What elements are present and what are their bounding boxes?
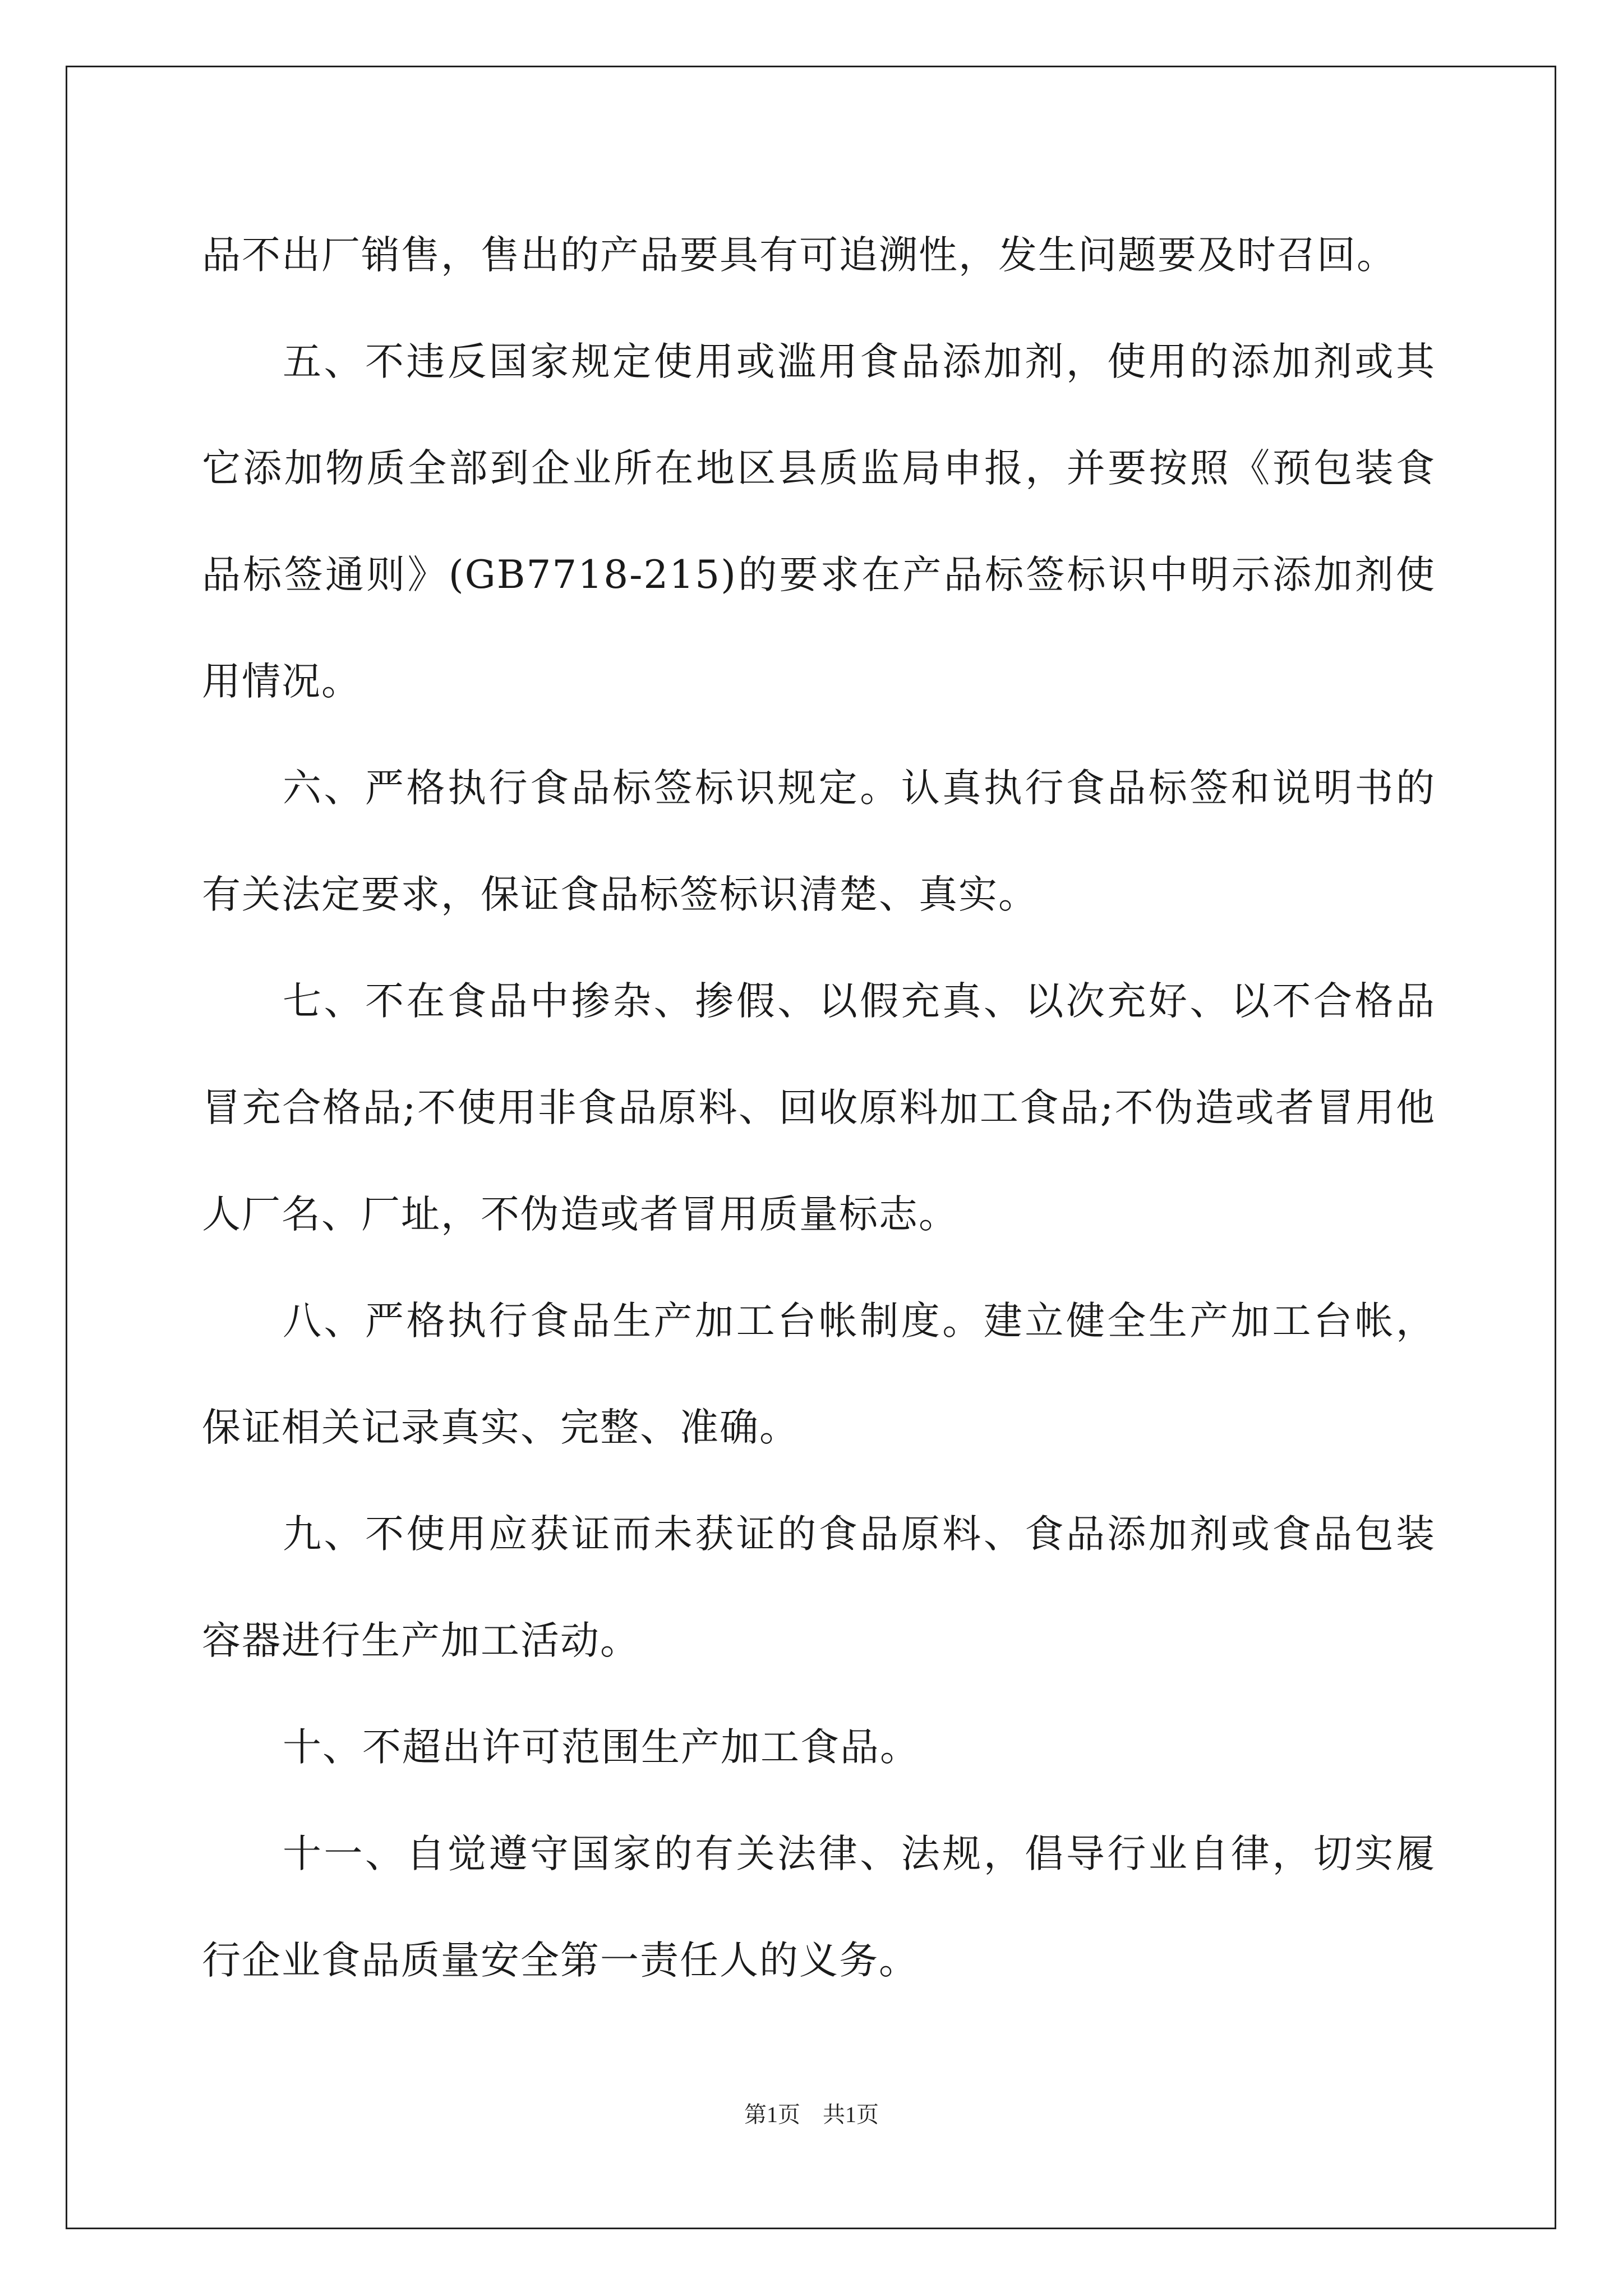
paragraph-item-9: 九、不使用应获证而未获证的食品原料、食品添加剂或食品包装容器进行生产加工活动。 <box>202 1512 1436 1663</box>
paragraph-item-8: 八、严格执行食品生产加工台帐制度。建立健全生产加工台帐，保证相关记录真实、完整、准确。 <box>202 1299 1436 1450</box>
document-body <box>202 202 1436 2014</box>
paragraph-item-7: 七、不在食品中掺杂、掺假、以假充真、以次充好、以不合格品冒充合格品;不使用非食品原料、回收原料加工食品;不伪造或者冒用他人厂名、厂址，不伪造或者冒用质量标志。 <box>202 979 1436 1237</box>
page-number-current: 第1页 <box>744 2102 800 2127</box>
page-footer <box>0 2101 1623 2129</box>
page-number-total: 共1页 <box>823 2102 879 2127</box>
paragraph-item-6: 六、严格执行食品标签标识规定。认真执行食品标签和说明书的有关法定要求，保证食品标签标识清楚、真实。 <box>202 766 1436 917</box>
paragraph-continuation: 品不出厂销售，售出的产品要具有可追溯性，发生问题要及时召回。 <box>202 233 1396 278</box>
paragraph-item-10: 十、不超出许可范围生产加工食品。 <box>283 1725 920 1770</box>
paragraph-item-5: 五、不违反国家规定使用或滥用食品添加剂，使用的添加剂或其它添加物质全部到企业所在地区县质监局申报，并要按照《预包装食品标签通则》(GB7718-215)的要求在产品标签标识中明示添加剂使用情况。 <box>202 339 1436 704</box>
paragraph-item-11: 十一、自觉遵守国家的有关法律、法规，倡导行业自律，切实履行企业食品质量安全第一责任人的义务。 <box>202 1832 1436 1983</box>
